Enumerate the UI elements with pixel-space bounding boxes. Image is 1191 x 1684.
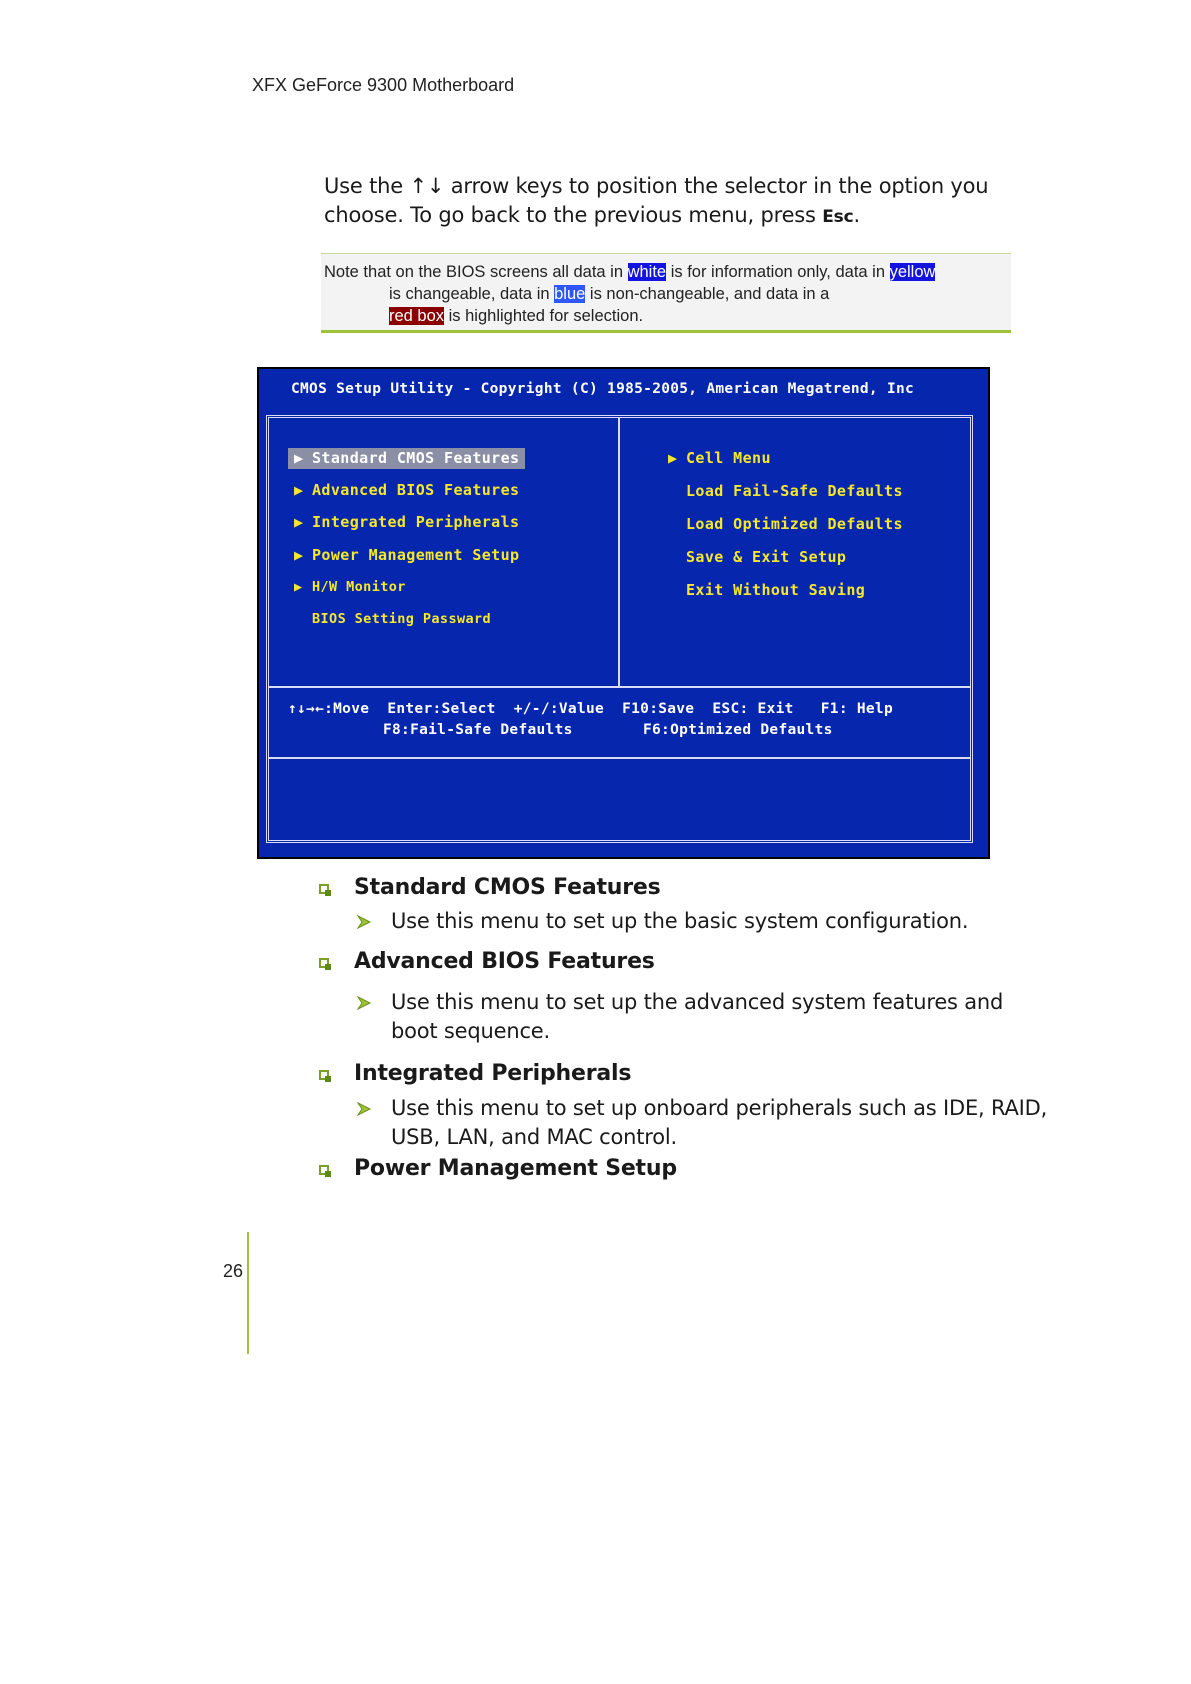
bios-item-cell-menu[interactable] [668, 449, 771, 467]
margin-rule [247, 1232, 249, 1354]
bios-item-label: H/W Monitor [312, 579, 406, 595]
checkbox-square-icon [319, 1165, 329, 1175]
checkbox-square-icon [319, 958, 329, 968]
bios-item-integrated-peripherals[interactable] [294, 513, 519, 531]
note-highlight-blue: blue [554, 285, 586, 303]
bios-title: CMOS Setup Utility - Copyright (C) 1985-2005, American Megatrend, Inc [291, 381, 915, 397]
note-text [324, 261, 1014, 327]
triangle-right-icon: ▶ [294, 513, 304, 531]
section-desc-integrated-peripherals [391, 1094, 1047, 1152]
bios-item-save-exit-setup[interactable]: Save & Exit Setup [686, 548, 847, 566]
intro-line-2-text: choose. To go back to the previous menu, press [324, 203, 823, 227]
note-highlight-yellow: yellow [889, 263, 936, 281]
note-text-part: is for information only, data in [666, 263, 890, 281]
bios-item-load-fail-safe-defaults[interactable]: Load Fail-Safe Defaults [686, 482, 903, 500]
intro-line-2 [324, 201, 1004, 232]
page-number: 26 [223, 1261, 244, 1281]
running-header: XFX GeForce 9300 Motherboard [252, 75, 515, 95]
esc-key-label: Esc [822, 207, 854, 227]
bios-item-hw-monitor[interactable] [294, 579, 406, 595]
bios-item-label: Power Management Setup [312, 546, 520, 564]
section-title-standard-cmos: Standard CMOS Features [354, 875, 661, 900]
section-title-power-management: Power Management Setup [354, 1156, 677, 1181]
note-highlight-white: white [627, 263, 667, 281]
bios-item-bios-setting-password[interactable]: BIOS Setting Passward [312, 611, 492, 627]
arrow-bullet-icon [356, 995, 372, 1011]
note-text-part: Note that on the BIOS screens all data in [324, 263, 628, 281]
bios-help-fail-safe: F8:Fail-Safe Defaults [383, 722, 573, 738]
bios-bottom-divider [268, 757, 971, 759]
note-text-part: is changeable, data in [389, 285, 555, 303]
bios-item-load-optimized-defaults[interactable]: Load Optimized Defaults [686, 515, 903, 533]
triangle-right-icon: ▶ [294, 449, 304, 467]
bios-help-divider [268, 686, 971, 688]
section-desc-advanced-bios [391, 988, 1003, 1046]
bios-item-standard-cmos-features[interactable] [288, 448, 525, 469]
checkbox-square-icon [319, 884, 329, 894]
section-desc-line: boot sequence. [391, 1019, 551, 1043]
bios-help-line-1: ↑↓→←:Move Enter:Select +/-/:Value F10:Save ESC: Exit F1: Help [288, 701, 893, 717]
section-desc-line: USB, LAN, and MAC control. [391, 1125, 677, 1149]
note-text-part: is highlighted for selection. [444, 307, 644, 325]
note-text-part: is non-changeable, and data in a [585, 285, 830, 303]
bios-item-power-management-setup[interactable] [294, 546, 519, 564]
triangle-right-icon: ▶ [294, 481, 304, 499]
arrow-bullet-icon [356, 1101, 372, 1117]
section-desc-standard-cmos: Use this menu to set up the basic system configuration. [391, 909, 969, 933]
triangle-right-icon: ▶ [294, 579, 303, 595]
bios-column-divider [618, 418, 620, 686]
triangle-right-icon: ▶ [668, 449, 678, 467]
section-title-advanced-bios: Advanced BIOS Features [354, 949, 655, 974]
section-desc-line: Use this menu to set up the advanced system features and [391, 990, 1004, 1014]
section-title-integrated-peripherals: Integrated Peripherals [354, 1061, 632, 1086]
bios-item-exit-without-saving[interactable]: Exit Without Saving [686, 581, 866, 599]
section-desc-line: Use this menu to set up onboard peripherals such as IDE, RAID, [391, 1096, 1048, 1120]
bios-item-label: Cell Menu [686, 449, 771, 467]
bios-item-label: Integrated Peripherals [312, 513, 520, 531]
bios-item-advanced-bios-features[interactable] [294, 481, 519, 499]
arrow-bullet-icon [356, 914, 372, 930]
bios-help-optimized: F6:Optimized Defaults [643, 722, 833, 738]
note-line-2 [324, 283, 1014, 305]
intro-line-2-end: . [853, 203, 860, 227]
bios-item-label: Standard CMOS Features [312, 449, 520, 467]
note-highlight-red: red box [389, 307, 445, 325]
intro-line-1: Use the ↑↓ arrow keys to position the selector in the option you [324, 174, 989, 198]
intro-paragraph [324, 172, 1004, 232]
triangle-right-icon: ▶ [294, 546, 304, 564]
checkbox-square-icon [319, 1070, 329, 1080]
note-line-3 [324, 305, 1014, 327]
bios-item-label: Advanced BIOS Features [312, 481, 520, 499]
